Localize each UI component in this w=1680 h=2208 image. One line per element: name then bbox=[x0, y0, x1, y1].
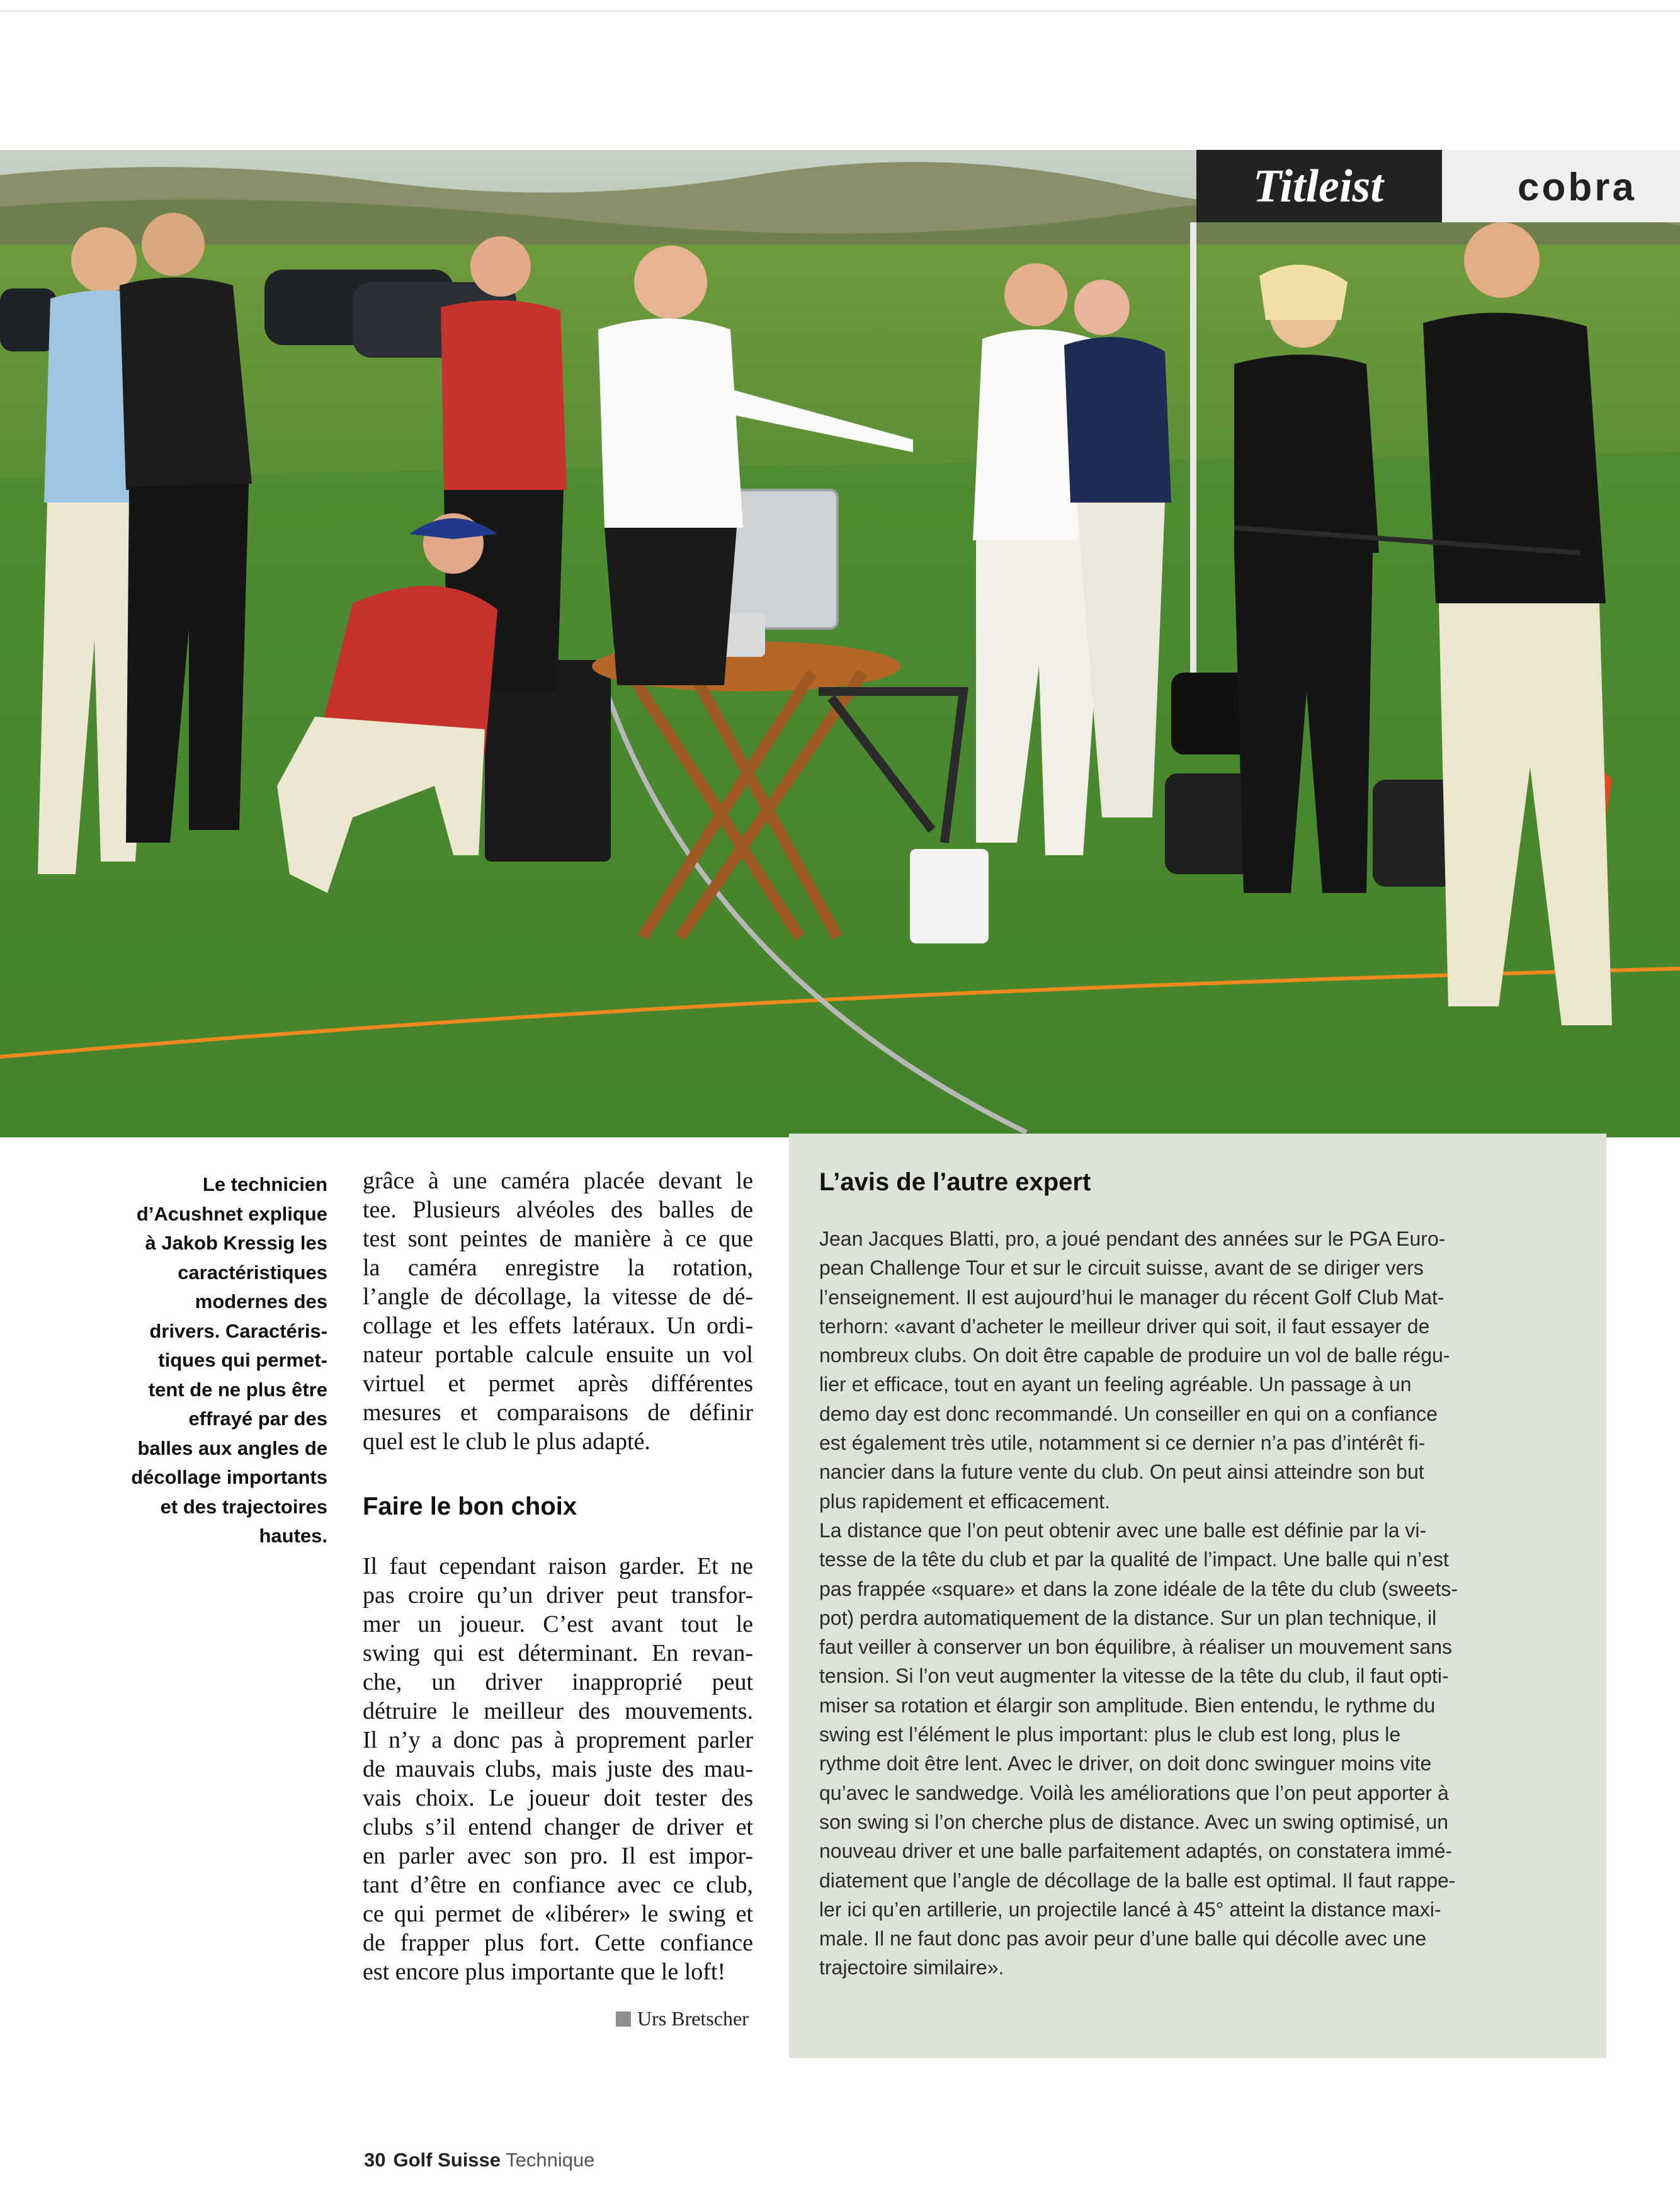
caption-line: Le technicien bbox=[202, 1173, 327, 1195]
tent-brand-left: Titleist bbox=[1253, 161, 1383, 212]
text-line: terhorn: «avant d’acheter le meilleur driver qui soit, il faut essayer de bbox=[819, 1314, 1430, 1338]
text-line: ce qui permet de «libérer» le swing et bbox=[363, 1901, 753, 1927]
text-line: Jean Jacques Blatti, pro, a joué pendant des années sur le PGA Euro- bbox=[819, 1227, 1446, 1250]
text-line: diatement que l’angle de décollage de la balle est optimal. Il faut rappe- bbox=[819, 1869, 1456, 1892]
text-line: nancier dans la future vente du club. On peut ainsi atteindre son but bbox=[819, 1460, 1424, 1484]
caption-line: décollage importants bbox=[131, 1466, 327, 1488]
text-line: détruire le meilleur des mouvements. bbox=[363, 1698, 753, 1724]
tent-brand-right: cobra bbox=[1518, 166, 1637, 209]
square-bullet-icon bbox=[616, 2012, 631, 2027]
text-line: est également très utile, notamment si ce dernier n’a pas d’intérêt fi- bbox=[819, 1431, 1426, 1455]
text-line: est encore plus importante que le loft! bbox=[363, 1959, 726, 1985]
caption-line: hautes. bbox=[259, 1525, 327, 1547]
section-heading: Faire le bon choix bbox=[363, 1493, 577, 1520]
caption-line: effrayé par des bbox=[188, 1408, 327, 1430]
caption-line: caractéristiques bbox=[178, 1261, 327, 1283]
text-line: en parler avec son pro. Il est impor- bbox=[363, 1843, 753, 1869]
text-line: pas croire qu’un driver peut transfor- bbox=[363, 1582, 753, 1608]
article-column bbox=[363, 1166, 753, 1985]
text-line: de frapper plus fort. Cette confiance bbox=[363, 1930, 753, 1956]
text-line: test sont peintes de manière à ce que bbox=[363, 1226, 753, 1252]
expert-box-text bbox=[819, 1224, 1515, 1983]
text-line: male. Il ne faut donc pas avoir peur d’une balle qui décolle avec une bbox=[819, 1927, 1427, 1950]
text-line: tesse de la tête du club et par la qualité de l’impact. Une balle qui n’est bbox=[819, 1548, 1449, 1571]
publication-name: Golf Suisse bbox=[393, 2149, 501, 2171]
page-folio bbox=[364, 2149, 594, 2171]
caption-line: drivers. Caractéris- bbox=[149, 1319, 327, 1342]
text-line: nateur portable calcule ensuite un vol bbox=[363, 1341, 753, 1368]
text-line: miser sa rotation et élargir son amplitude. Bien entendu, le rythme du bbox=[819, 1693, 1436, 1717]
expert-sidebar-box bbox=[789, 1134, 1606, 2058]
caption-line: d’Acushnet explique bbox=[136, 1202, 327, 1225]
text-line: che, un driver inapproprié peut bbox=[363, 1669, 753, 1695]
text-line: nouveau driver et une balle parfaitement adaptés, on constatera immé- bbox=[819, 1840, 1453, 1863]
text-line: mesures et comparaisons de définir bbox=[363, 1399, 753, 1426]
text-line: grâce à une caméra placée devant le bbox=[363, 1168, 753, 1194]
text-line: l’enseignement. Il est aujourd’hui le manager du récent Golf Club Mat- bbox=[819, 1285, 1444, 1309]
caption-line: modernes des bbox=[195, 1290, 327, 1312]
author-name: Urs Bretscher bbox=[637, 2007, 749, 2030]
caption-line: balles aux angles de bbox=[137, 1437, 327, 1459]
text-line: La distance que l’on peut obtenir avec une balle est définie par la vi- bbox=[819, 1518, 1427, 1542]
photo-caption bbox=[113, 1170, 327, 1551]
author-byline bbox=[616, 2006, 749, 2031]
text-line: nombreux clubs. On doit être capable de produire un vol de balle régu- bbox=[819, 1344, 1450, 1367]
text-line: faut veiller à conserver un bon équilibre, à réaliser un mouvement sans bbox=[819, 1636, 1452, 1659]
caption-line: et des trajectoires bbox=[160, 1495, 327, 1518]
caption-line: à Jakob Kressig les bbox=[145, 1232, 327, 1254]
article-paragraph-2 bbox=[363, 1552, 753, 1986]
text-line: demo day est donc recommandé. Un conseiller en qui on a confiance bbox=[819, 1402, 1438, 1425]
text-line: son swing si l’on cherche plus de distance. Avec un swing optimisé, un bbox=[819, 1810, 1449, 1833]
text-line: quel est le club le plus adapté. bbox=[363, 1428, 650, 1455]
article-paragraph-1 bbox=[363, 1166, 753, 1456]
text-line: vais choix. Le joueur doit tester des bbox=[363, 1785, 753, 1811]
page-number: 30 bbox=[364, 2149, 386, 2171]
caption-line: tiques qui permet- bbox=[158, 1349, 327, 1371]
text-line: la caméra enregistre la rotation, bbox=[363, 1255, 753, 1281]
text-line: plus rapidement et efficacement. bbox=[819, 1489, 1110, 1513]
text-line: tant d’être en confiance avec ce club, bbox=[363, 1872, 753, 1898]
text-line: clubs s’il entend changer de driver et bbox=[363, 1814, 753, 1840]
text-line: swing qui est déterminant. En revan- bbox=[363, 1640, 753, 1666]
text-line: collage et les effets latéraux. Un ordi- bbox=[363, 1312, 753, 1339]
text-line: mer un joueur. C’est avant tout le bbox=[363, 1611, 753, 1637]
text-line: pas frappée «square» et dans la zone idéale de la tête du club (sweets- bbox=[819, 1577, 1458, 1600]
caption-line: tent de ne plus être bbox=[148, 1378, 327, 1401]
top-rule bbox=[0, 10, 1680, 12]
text-line: pean Challenge Tour et sur le circuit suisse, avant de se diriger vers bbox=[819, 1256, 1424, 1280]
text-line: tee. Plusieurs alvéoles des balles de bbox=[363, 1197, 753, 1223]
golf-demo-photo-icon bbox=[0, 150, 1680, 1137]
text-line: de mauvais clubs, mais juste des mau- bbox=[363, 1756, 753, 1782]
text-line: ler ici qu’en artillerie, un projectile lancé à 45° atteint la distance maxi- bbox=[819, 1898, 1441, 1921]
text-line: tension. Si l’on veut augmenter la vitesse de la tête du club, il faut opti- bbox=[819, 1665, 1449, 1688]
text-line: virtuel et permet après différentes bbox=[363, 1370, 753, 1397]
section-name: Technique bbox=[506, 2149, 595, 2171]
text-line: rythme doit être lent. Avec le driver, on doit donc swinguer moins vite bbox=[819, 1752, 1432, 1775]
text-line: Il faut cependant raison garder. Et ne bbox=[363, 1553, 753, 1579]
text-line: Il n’y a donc pas à proprement parler bbox=[363, 1727, 753, 1753]
text-line: qu’avec le sandwedge. Voilà les améliorations que l’on peut apporter à bbox=[819, 1781, 1449, 1804]
golf-demo-photo bbox=[0, 150, 1680, 1137]
text-line: l’angle de décollage, la vitesse de dé- bbox=[363, 1283, 753, 1310]
text-line: pot) perdra automatiquement de la distance. Sur un plan technique, il bbox=[819, 1606, 1437, 1629]
text-line: swing est l’élément le plus important: plus le club est long, plus le bbox=[819, 1723, 1401, 1746]
text-line: lier et efficace, tout en ayant un feeling agréable. Un passage à un bbox=[819, 1373, 1412, 1396]
text-line: trajectoire similaire». bbox=[819, 1956, 1004, 1979]
expert-box-title: L’avis de l’autre expert bbox=[819, 1168, 1091, 1196]
